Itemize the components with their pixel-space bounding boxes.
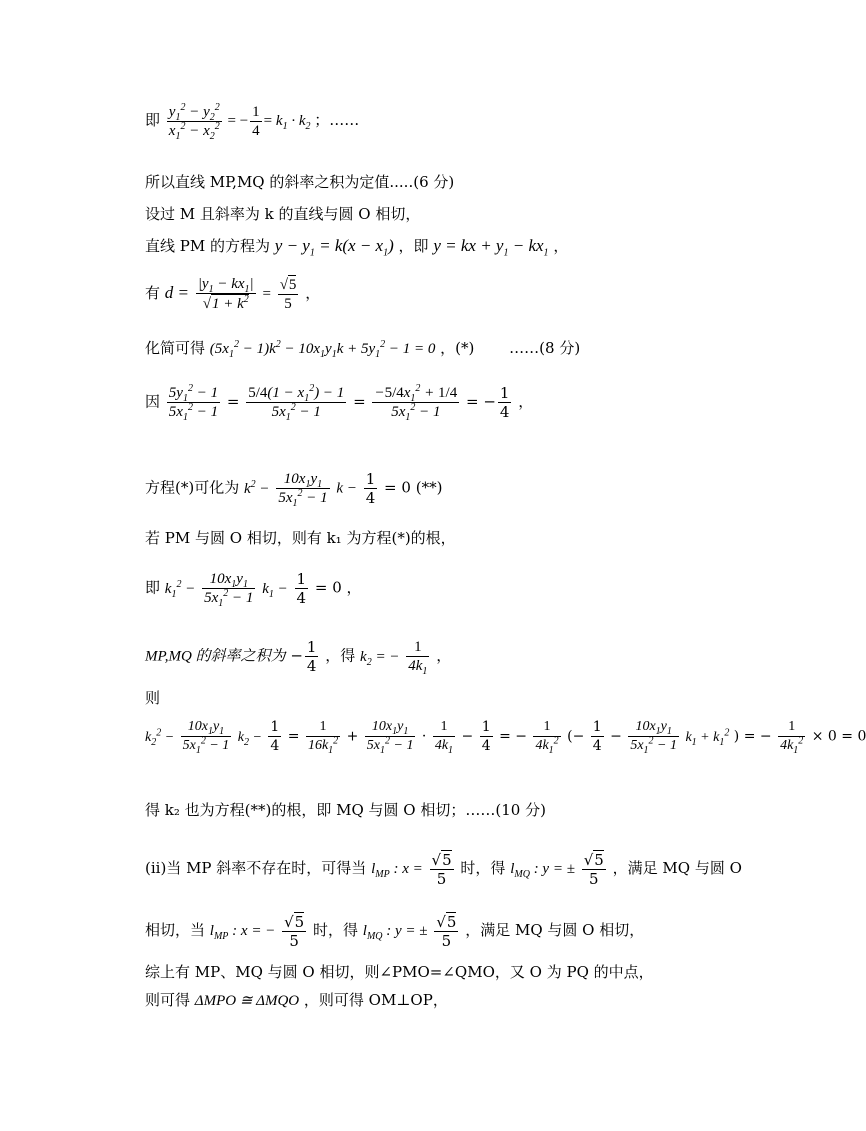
equation-line-4: 直线 PM 的方程为 $y - y_1 = k(x - x_1)$ ，即 y = kx + $y_1 - kx_1$ ，: [145, 236, 569, 259]
equation-line-5: 有 d = $\frac{|y_1 - kx_1|}{√1 + k^2}$ = $\frac{√5}{5}$ ，: [145, 276, 321, 312]
equation-line-1: 即 $\frac{y_1^2 - y_2^2}{x_1^2 - x_2^2}$ = − $\frac{1}{4}$ = $k_1 \cdot k_2$ ；……: [145, 102, 360, 142]
equation-line-8: 方程(*)可化为 $k^2$ − $\frac{10x_1y_1}{5x_1^2 - 1}$ k − $\frac{1}{4}$ = 0 (**): [145, 470, 443, 509]
text-line-17: 综上有 MP、MQ 与圆 O 相切，则∠PMO=∠QMO，又 O 为 PQ 的中点，: [145, 963, 654, 981]
equation-line-15: (ii)当 MP 斜率不存在时，可得当 $l_{MP}$ : x = $\frac{√5}{5}$ 时，得 $l_{MQ}$ : y = ± $\frac{√5}{5}$ ，满足 MQ 与圆 O: [145, 851, 742, 888]
equation-line-10: 即 $k_1^2$ − $\frac{10x_1y_1}{5x_1^2 - 1}$ $k_1$ − $\frac{1}{4}$ = 0 ，: [145, 570, 362, 609]
equation-line-16: 相切，当 $l_{MP}$ : x = − $\frac{√5}{5}$ 时，得 $l_{MQ}$ : y = ± $\frac{√5}{5}$ ，满足 MQ 与圆 O 相切，: [145, 913, 645, 950]
text-line-12: 则: [145, 689, 161, 707]
equation-line-13: $k_2^2$ − $\frac{10x_1y_1}{5x_1^2 - 1}$ $k_2$ − $\frac{1}{4}$ = $\frac{1}{16k_1^2}$ + $\frac{10x_1y_1}{5x_1^2 - 1}$ · $\frac{1}{4k_1}$ − $\frac{1}{4}$ = − $\frac{1}{4k_1^2}$ (− $\frac{1}{4}$ − $\frac{10x_1y_1}{5x_1^2 - 1}$ $k_1 + k_1^2$ ) = − $\frac{1}{4k_1^2}$ × 0 = 0: [145, 719, 866, 756]
text-line-2: 所以直线 MP,MQ 的斜率之积为定值.....(6 分): [145, 173, 455, 191]
equation-line-6: 化简可得 $(5x_1^2 - 1)k^2 - 10x_1y_1k + 5y_1^2 - 1 = 0$ ，(*) ……(8 分): [145, 339, 581, 360]
equation-line-11: MP,MQ 的斜率之积为 − $\frac{1}{4}$ ，得 $k_2$ = − $\frac{1}{4k_1}$ ，: [145, 638, 452, 677]
text-line-9: 若 PM 与圆 O 相切，则有 k₁ 为方程(*)的根，: [145, 529, 456, 547]
text-line-14: 得 k₂ 也为方程(**)的根，即 MQ 与圆 O 相切；……(10 分): [145, 801, 546, 819]
equation-line-18: 则可得 ΔMPO ≅ ΔMQO ，则可得 OM⊥OP，: [145, 991, 448, 1009]
equation-line-7: 因 $\frac{5y_1^2 - 1}{5x_1^2 - 1}$ = $\frac{5/4(1 - x_1^2) - 1}{5x_1^2 - 1}$ = $\frac{-5/4x_1^2 + 1/4}{5x_1^2 - 1}$ = − $\frac{1}{4}$ ，: [145, 383, 534, 423]
text-line-3: 设过 M 且斜率为 k 的直线与圆 O 相切，: [145, 205, 421, 223]
